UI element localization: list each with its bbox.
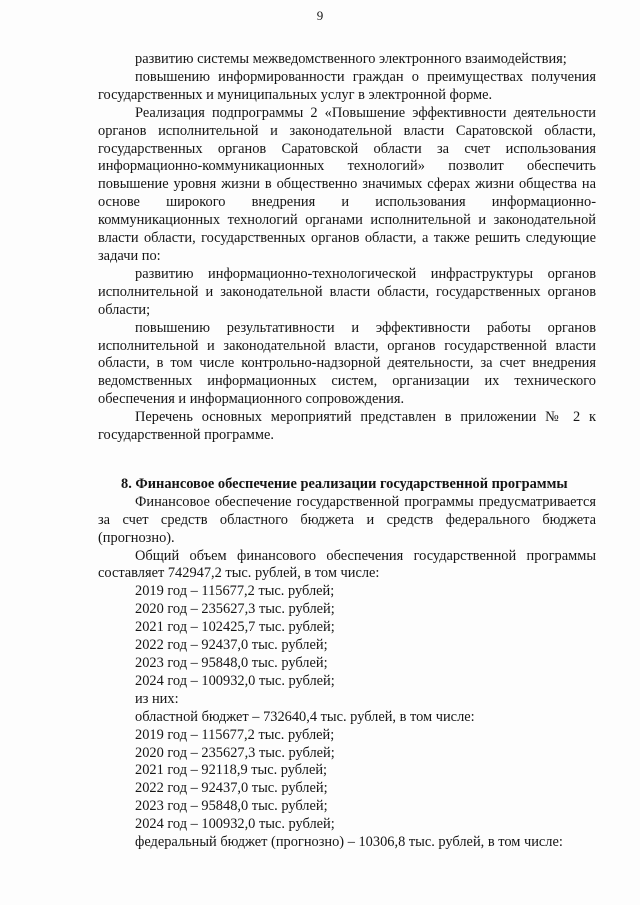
regional-budget-line: областной бюджет – 732640,4 тыс. рублей, в том числе: xyxy=(135,708,475,725)
list-item: 2022 год – 92437,0 тыс. рублей; xyxy=(135,637,328,654)
list-item: 2021 год – 92118,9 тыс. рублей; xyxy=(135,762,328,779)
of-them-label: из них: xyxy=(135,690,179,707)
regional-by-year-list xyxy=(98,727,596,852)
paragraph: Реализация подпрограммы 2 «Повышение эффективности деятельности органов исполнительной и законодательной власти Саратовской области, государственных органов Саратовской области за счет использования информационно-коммуникационных технологий» позволит обеспечить повышение уровня жизни в общественно значимых сферах жизни общества на основе широкого внедрения и использования информационно-коммуникационных технологий органами исполнительной и законодательной власти области, государственных органов области, а также решить следующие задачи по: xyxy=(98,104,596,264)
paragraph: Финансовое обеспечение государственной программы предусматривается за счет средств областного бюджета и средств федерального бюджета (прогнозно). xyxy=(98,493,596,546)
list-item: 2019 год – 115677,2 тыс. рублей; xyxy=(135,726,335,743)
list-item: 2020 год – 235627,3 тыс. рублей; xyxy=(135,601,335,618)
list-item: 2024 год – 100932,0 тыс. рублей; xyxy=(135,816,335,833)
paragraph: развитию информационно-технологической инфраструктуры органов исполнительной и законодательной власти области, государственных органов области; xyxy=(98,265,596,318)
list-item: 2024 год – 100932,0 тыс. рублей; xyxy=(135,672,335,689)
list-item: 2019 год – 115677,2 тыс. рублей; xyxy=(135,583,335,600)
paragraph: развитию системы межведомственного электронного взаимодействия; xyxy=(135,51,567,67)
paragraph: повышению результативности и эффективности работы органов исполнительной и законодательной власти, органов государственной власти области, в том числе контрольно-надзорной деятельности, за счет внедрения ведомственных информационных систем, организации их технического обеспечения и информационного сопровождения. xyxy=(98,319,596,408)
document-body xyxy=(98,51,596,852)
paragraph: Общий объем финансового обеспечения государственной программы составляет 742947,2 тыс. рублей, в том числе: xyxy=(98,547,596,582)
paragraph: Перечень основных мероприятий представлен в приложении № 2 к государственной программе. xyxy=(98,409,596,444)
total-by-year-list xyxy=(98,583,596,726)
list-item: 2022 год – 92437,0 тыс. рублей; xyxy=(135,780,328,797)
list-item: 2021 год – 102425,7 тыс. рублей; xyxy=(135,619,335,636)
list-item: 2020 год – 235627,3 тыс. рублей; xyxy=(135,744,335,761)
paragraph: повышению информированности граждан о преимуществах получения государственных и муниципальных услуг в электронной форме. xyxy=(98,68,596,103)
federal-budget-line: федеральный бюджет (прогнозно) – 10306,8 тыс. рублей, в том числе: xyxy=(135,834,563,851)
section-heading: 8. Финансовое обеспечение реализации государственной программы xyxy=(121,475,568,492)
page-number: 9 xyxy=(316,8,324,23)
list-item: 2023 год – 95848,0 тыс. рублей; xyxy=(135,798,328,815)
list-item: 2023 год – 95848,0 тыс. рублей; xyxy=(135,655,328,671)
